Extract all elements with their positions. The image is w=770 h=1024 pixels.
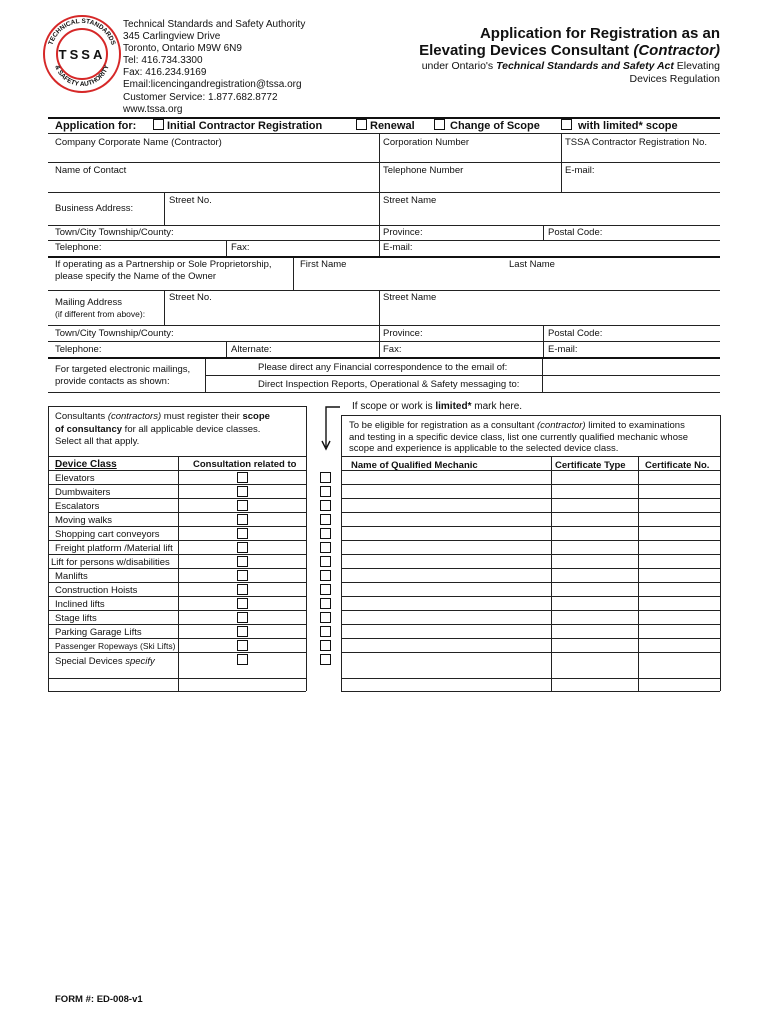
consult-checkbox[interactable] — [237, 556, 248, 567]
tssa-registration-label: TSSA Contractor Registration No. — [565, 137, 708, 148]
form-title — [419, 25, 720, 59]
limited-checkbox[interactable] — [320, 654, 331, 665]
org-address1: 345 Carlingview Drive — [123, 31, 221, 43]
limited-checkbox[interactable] — [320, 472, 331, 483]
tssa-logo — [42, 14, 122, 94]
org-web: www.tssa.org — [123, 103, 183, 115]
limited-checkbox[interactable] — [320, 528, 331, 539]
street-name-label: Street Name — [383, 195, 437, 206]
label-change-of-scope: Change of Scope — [450, 120, 540, 132]
org-info — [123, 19, 305, 116]
email3-label: E-mail: — [548, 344, 578, 355]
eligibility-note: To be eligible for registration as a consultant (contractor) limited to examinations and testing in a specific device class, list one currently qualified mechanic whose scope and experience is applicable to the selected device class. — [349, 420, 689, 454]
consult-checkbox[interactable] — [237, 500, 248, 511]
scope-intro: Consultants (contractors) must register their scope of consultancy for all applicable device classes. Select all that apply. — [55, 411, 270, 447]
mailing-address-label: Mailing Address — [55, 297, 123, 308]
consult-checkbox[interactable] — [237, 612, 248, 623]
inspection-reports-label: Direct Inspection Reports, Operational & Safety messaging to: — [258, 379, 520, 390]
form-number: FORM #: ED-008-v1 — [55, 994, 143, 1005]
col-certificate-no: Certificate No. — [645, 460, 710, 471]
consult-checkbox[interactable] — [237, 514, 248, 525]
first-name-label: First Name — [300, 259, 347, 270]
company-name-input[interactable] — [48, 148, 378, 160]
fax-label: Fax: — [231, 242, 250, 253]
limited-checkbox[interactable] — [320, 542, 331, 553]
alternate-label: Alternate: — [231, 344, 272, 355]
telephone-number-label: Telephone Number — [383, 165, 464, 176]
limited-checkbox[interactable] — [320, 514, 331, 525]
label-renewal: Renewal — [370, 120, 415, 132]
partnership-label-1: If operating as a Partnership or Sole Proprietorship, — [55, 259, 272, 270]
divider — [48, 117, 720, 119]
consult-checkbox[interactable] — [237, 584, 248, 595]
limited-checkbox[interactable] — [320, 598, 331, 609]
org-tel: Tel: 416.734.3300 — [123, 55, 203, 67]
svg-text:& SAFETY AUTHORITY: & SAFETY AUTHORITY — [53, 64, 111, 89]
contact-name-label: Name of Contact — [55, 165, 127, 176]
consult-checkbox[interactable] — [237, 472, 248, 483]
limited-scope-note: If scope or work is limited* mark here. — [352, 401, 523, 412]
financial-email-input[interactable] — [544, 360, 718, 374]
postal-code-label: Postal Code: — [548, 227, 603, 238]
financial-correspondence-label: Please direct any Financial correspondence to the email of: — [258, 362, 508, 373]
consult-checkbox[interactable] — [237, 528, 248, 539]
label-limited-scope: with limited* scope — [578, 120, 678, 132]
consult-checkbox[interactable] — [237, 640, 248, 651]
checkbox-renewal[interactable] — [356, 119, 367, 130]
org-address2: Toronto, Ontario M9W 6N9 — [123, 43, 242, 55]
limited-checkbox[interactable] — [320, 612, 331, 623]
consult-checkbox[interactable] — [237, 542, 248, 553]
application-for-label: Application for: — [55, 120, 137, 132]
consult-checkbox[interactable] — [237, 598, 248, 609]
street-name-label-2: Street Name — [383, 292, 437, 303]
targeted-mailing-label-1: For targeted electronic mailings, — [55, 364, 191, 375]
partnership-label-2: please specify the Name of the Owner — [55, 271, 217, 282]
company-name-label: Company Corporate Name (Contractor) — [55, 137, 222, 148]
logo-text: TSSA — [58, 47, 106, 62]
telephone-label: Telephone: — [55, 242, 102, 253]
limited-checkbox[interactable] — [320, 584, 331, 595]
col-certificate-type: Certificate Type — [555, 460, 626, 471]
consult-checkbox[interactable] — [237, 570, 248, 581]
postal-code-label-2: Postal Code: — [548, 328, 603, 339]
col-qualified-mechanic: Name of Qualified Mechanic — [351, 460, 478, 471]
limited-checkbox[interactable] — [320, 500, 331, 511]
limited-checkbox[interactable] — [320, 640, 331, 651]
limited-checkbox[interactable] — [320, 570, 331, 581]
label-initial-registration: Initial Contractor Registration — [167, 120, 323, 132]
fax-label-2: Fax: — [383, 344, 402, 355]
checkbox-limited-scope[interactable] — [561, 119, 572, 130]
title-line1: Application for Registration as an — [479, 25, 720, 42]
email-label: E-mail: — [565, 165, 595, 176]
targeted-mailing-label-2: provide contacts as shown: — [55, 376, 170, 387]
org-customer-service: Customer Service: 1.877.682.8772 — [123, 91, 278, 103]
svg-text:TECHNICAL STANDARDS: TECHNICAL STANDARDS — [47, 17, 117, 47]
col-consultation-related-to: Consultation related to — [193, 459, 297, 470]
street-no-label: Street No. — [169, 195, 212, 206]
title-line2: Elevating Devices Consultant (Contractor) — [419, 42, 720, 59]
org-fax: Fax: 416.234.9169 — [123, 67, 207, 79]
consult-checkbox[interactable] — [237, 654, 248, 665]
checkbox-change-of-scope[interactable] — [434, 119, 445, 130]
province-label-2: Province: — [383, 328, 423, 339]
inspection-email-input[interactable] — [544, 377, 718, 391]
town-label-2: Town/City Township/County: — [55, 328, 174, 339]
checkbox-initial-registration[interactable] — [153, 119, 164, 130]
province-label: Province: — [383, 227, 423, 238]
town-label: Town/City Township/County: — [55, 227, 174, 238]
email2-label: E-mail: — [383, 242, 413, 253]
mailing-note: (if different from above): — [55, 309, 146, 319]
consult-checkbox[interactable] — [237, 486, 248, 497]
corporation-number-label: Corporation Number — [383, 137, 470, 148]
limited-checkbox[interactable] — [320, 626, 331, 637]
limited-checkbox[interactable] — [320, 556, 331, 567]
limited-checkbox[interactable] — [320, 486, 331, 497]
subtitle-line2: Devices Regulation — [629, 73, 720, 85]
telephone-label-2: Telephone: — [55, 344, 102, 355]
org-name: Technical Standards and Safety Authority — [123, 19, 306, 30]
divider — [48, 133, 720, 134]
device-row-special: Special Devices specify — [55, 656, 155, 667]
form-subtitle: under Ontario's Technical Standards and Safety Act Elevating Devices Regulation — [421, 60, 720, 85]
org-email: Email:licencingandregistration@tssa.org — [123, 79, 302, 91]
last-name-label: Last Name — [509, 259, 555, 270]
arrow-down-icon — [316, 403, 344, 453]
col-device-class: Device Class — [55, 459, 117, 470]
business-address-label: Business Address: — [55, 203, 134, 214]
consult-checkbox[interactable] — [237, 626, 248, 637]
street-no-label-2: Street No. — [169, 292, 212, 303]
